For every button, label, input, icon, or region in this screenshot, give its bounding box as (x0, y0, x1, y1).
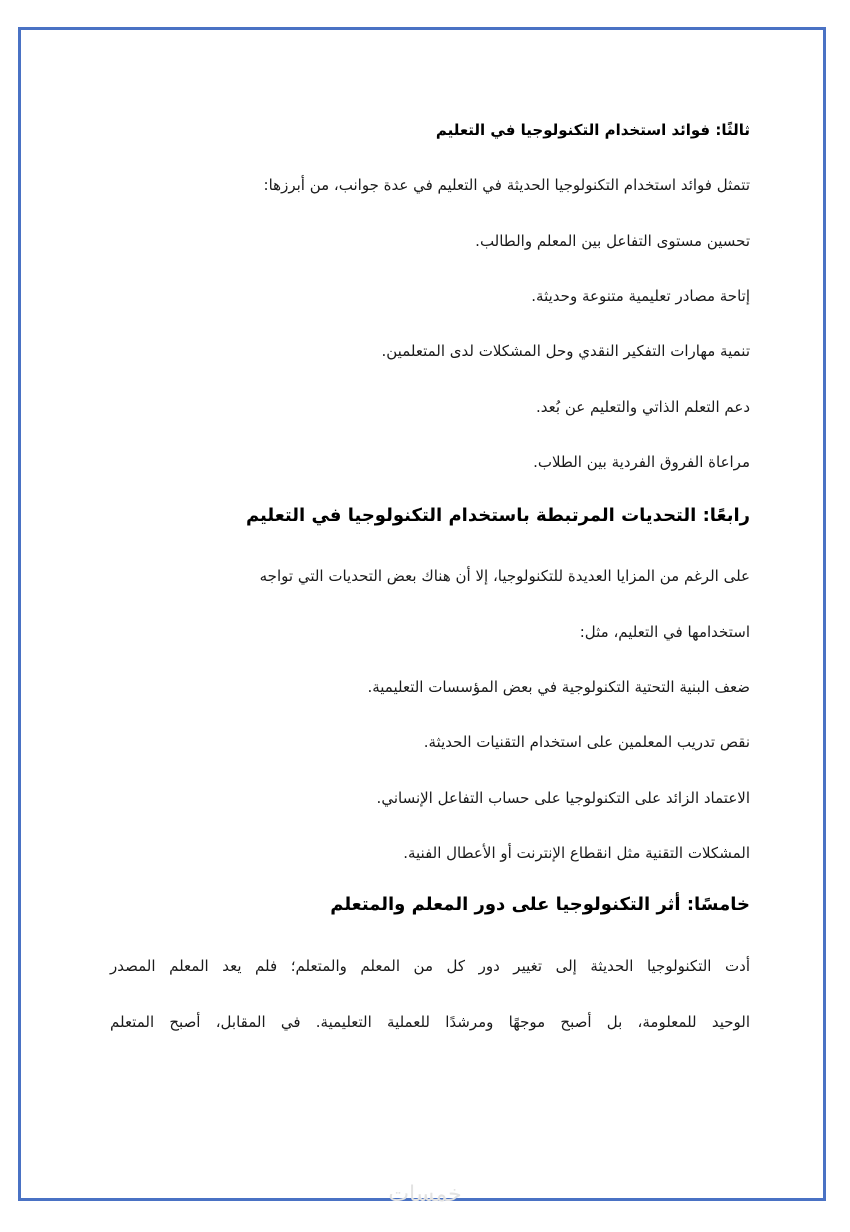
section-3-intro: تتمثل فوائد استخدام التكنولوجيا الحديثة في التعليم في عدة جوانب، من أبرزها: (263, 176, 750, 194)
list-item: تحسين مستوى التفاعل بين المعلم والطالب. (475, 232, 750, 250)
list-item: دعم التعلم الذاتي والتعليم عن بُعد. (536, 398, 750, 416)
section-4-intro-line-1: على الرغم من المزايا العديدة للتكنولوجيا، إلا أن هناك بعض التحديات التي تواجه (259, 567, 750, 585)
section-5-line-1: أدت التكنولوجيا الحديثة إلى تغيير دور كل من المعلم والمتعلم؛ فلم يعد المعلم المصدر (110, 957, 750, 975)
section-4-intro-line-2: استخدامها في التعليم، مثل: (579, 623, 750, 641)
watermark: خمسات (388, 1182, 462, 1207)
list-item: المشكلات التقنية مثل انقطاع الإنترنت أو الأعطال الفنية. (403, 844, 750, 862)
list-item: تنمية مهارات التفكير النقدي وحل المشكلات لدى المتعلمين. (381, 342, 750, 360)
list-item: الاعتماد الزائد على التكنولوجيا على حساب التفاعل الإنساني. (376, 789, 750, 807)
section-5-line-2: الوحيد للمعلومة، بل أصبح موجهًا ومرشدًا للعملية التعليمية. في المقابل، أصبح المتعلم (110, 1013, 750, 1031)
list-item: نقص تدريب المعلمين على استخدام التقنيات الحديثة. (423, 733, 750, 751)
section-4-heading: رابعًا: التحديات المرتبطة باستخدام التكنولوجيا في التعليم (245, 505, 750, 526)
list-item: مراعاة الفروق الفردية بين الطلاب. (533, 453, 750, 471)
list-item: ضعف البنية التحتية التكنولوجية في بعض المؤسسات التعليمية. (367, 678, 750, 696)
section-3-heading: ثالثًا: فوائد استخدام التكنولوجيا في التعليم (435, 121, 750, 139)
list-item: إتاحة مصادر تعليمية متنوعة وحديثة. (531, 287, 750, 305)
section-5-heading: خامسًا: أثر التكنولوجيا على دور المعلم والمتعلم (330, 894, 750, 915)
